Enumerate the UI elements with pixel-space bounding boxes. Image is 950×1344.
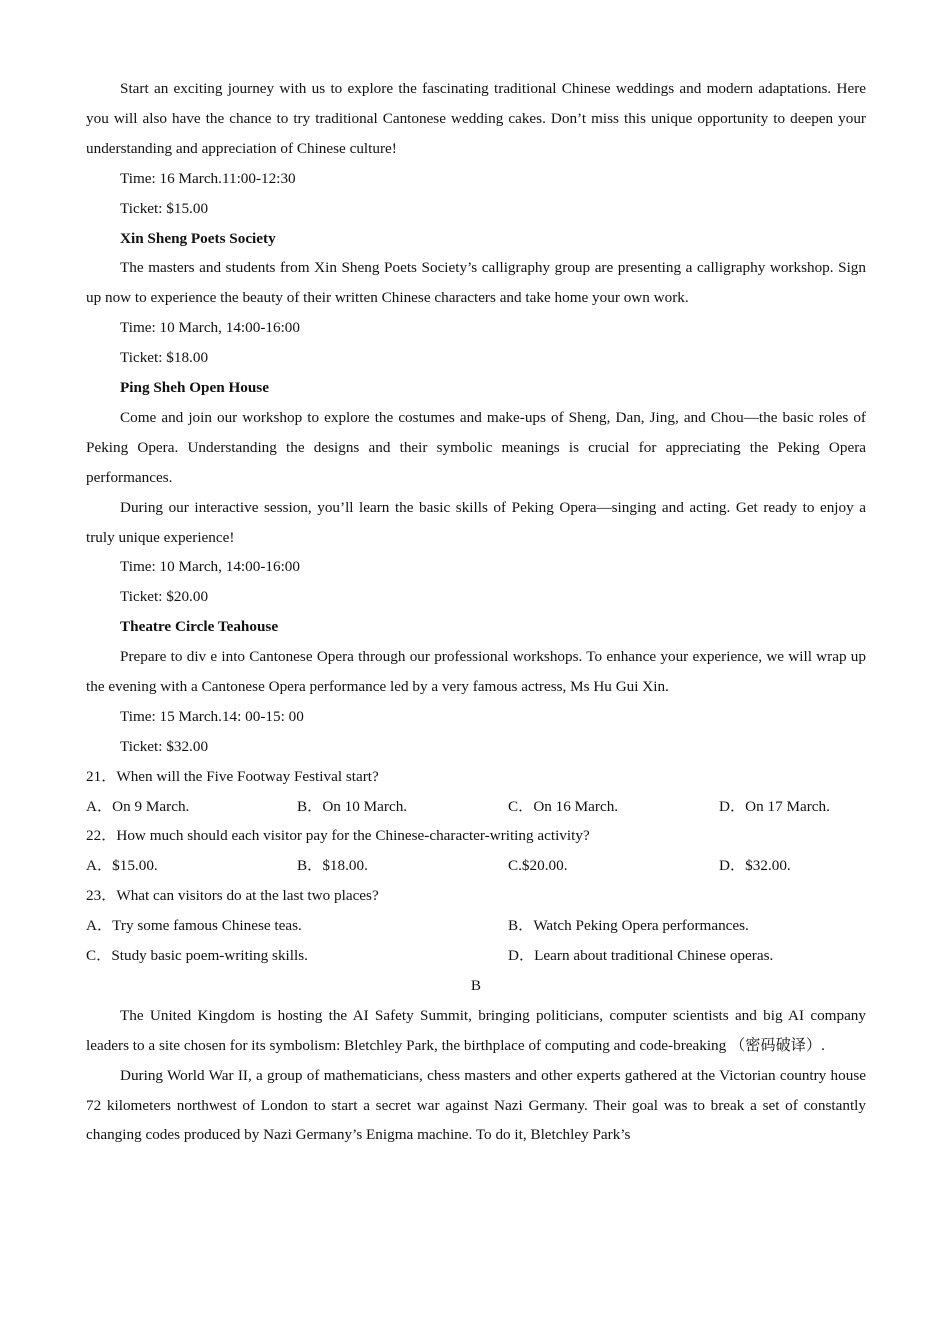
option-c[interactable]: C.$20.00.	[508, 857, 568, 875]
event-paragraph: Prepare to div e into Cantonese Opera through our professional workshops. To enhance your experience, we will wrap up the evening with a Cantonese Opera performance led by a very famous actress, Ms Hu Gui Xin.	[86, 648, 866, 695]
document-content	[86, 74, 866, 1150]
passage-paragraph: During World War II, a group of mathematicians, chess masters and other experts gathered at the Victorian country house 72 kilometers northwest of London to start a secret war against Nazi Germany. Their goal was to break a set of constantly changing codes produced by Nazi Germany’s Enigma machine. To do it, Bletchley Park’s	[86, 1066, 866, 1144]
option-d[interactable]: D．Learn about traditional Chinese operas.	[508, 947, 774, 965]
option-a[interactable]: A．On 9 March.	[86, 797, 190, 815]
question-options	[86, 911, 866, 941]
intro-time: Time: 16 March.11:00-12:30	[120, 169, 296, 187]
question-options	[86, 792, 866, 822]
option-b[interactable]: B．$18.00.	[297, 857, 368, 875]
option-b[interactable]: B．Watch Peking Opera performances.	[508, 917, 749, 935]
event-paragraph: During our interactive session, you’ll learn the basic skills of Peking Opera—singing and acting. Get ready to enjoy a truly unique experience!	[86, 498, 866, 546]
option-a[interactable]: A．Try some famous Chinese teas.	[86, 917, 302, 935]
event-ticket: Ticket: $18.00	[120, 349, 209, 367]
event-paragraph: Come and join our workshop to explore the costumes and make-ups of Sheng, Dan, Jing, and Chou—the basic roles of Peking Opera. Understanding the designs and their symbolic meanings is crucial for appreciating the Peking Opera performances.	[86, 408, 866, 486]
section-label: B	[470, 976, 482, 994]
option-d[interactable]: D．$32.00.	[719, 857, 791, 875]
question-stem: 22．How much should each visitor pay for the Chinese-character-writing activity?	[86, 827, 590, 845]
intro-paragraph: Start an exciting journey with us to explore the fascinating traditional Chinese weddings and modern adaptations. Here you will also have the chance to try traditional Cantonese wedding cakes. Don’t miss this unique opportunity to deepen your understanding and appreciation of Chinese culture!	[86, 80, 866, 157]
option-c[interactable]: C．Study basic poem-writing skills.	[86, 947, 308, 965]
event-title: Xin Sheng Poets Society	[120, 229, 276, 247]
event-ticket: Ticket: $32.00	[120, 737, 209, 755]
option-c[interactable]: C．On 16 March.	[508, 797, 619, 815]
event-time: Time: 15 March.14: 00-15: 00	[120, 707, 304, 725]
option-d[interactable]: D．On 17 March.	[719, 797, 830, 815]
question-options	[86, 851, 866, 881]
event-title: Theatre Circle Teahouse	[120, 618, 279, 636]
intro-ticket: Ticket: $15.00	[120, 199, 209, 217]
passage-paragraph: The United Kingdom is hosting the AI Safety Summit, bringing politicians, computer scientists and big AI company leaders to a site chosen for its symbolism: Bletchley Park, the birthplace of computing and code-breaking （密码破译）.	[86, 1006, 866, 1054]
event-paragraph: The masters and students from Xin Sheng Poets Society’s calligraphy group are presenting a calligraphy workshop. Sign up now to experience the beauty of their written Chinese characters and take home your own work.	[86, 259, 866, 307]
question-stem: 23．What can visitors do at the last two places?	[86, 887, 379, 905]
event-ticket: Ticket: $20.00	[120, 588, 209, 606]
option-b[interactable]: B．On 10 March.	[297, 797, 408, 815]
event-title: Ping Sheh Open House	[120, 378, 269, 396]
event-time: Time: 10 March, 14:00-16:00	[120, 558, 300, 576]
question-options	[86, 941, 866, 971]
event-time: Time: 10 March, 14:00-16:00	[120, 319, 300, 337]
question-stem: 21．When will the Five Footway Festival start?	[86, 767, 379, 785]
option-a[interactable]: A．$15.00.	[86, 857, 158, 875]
